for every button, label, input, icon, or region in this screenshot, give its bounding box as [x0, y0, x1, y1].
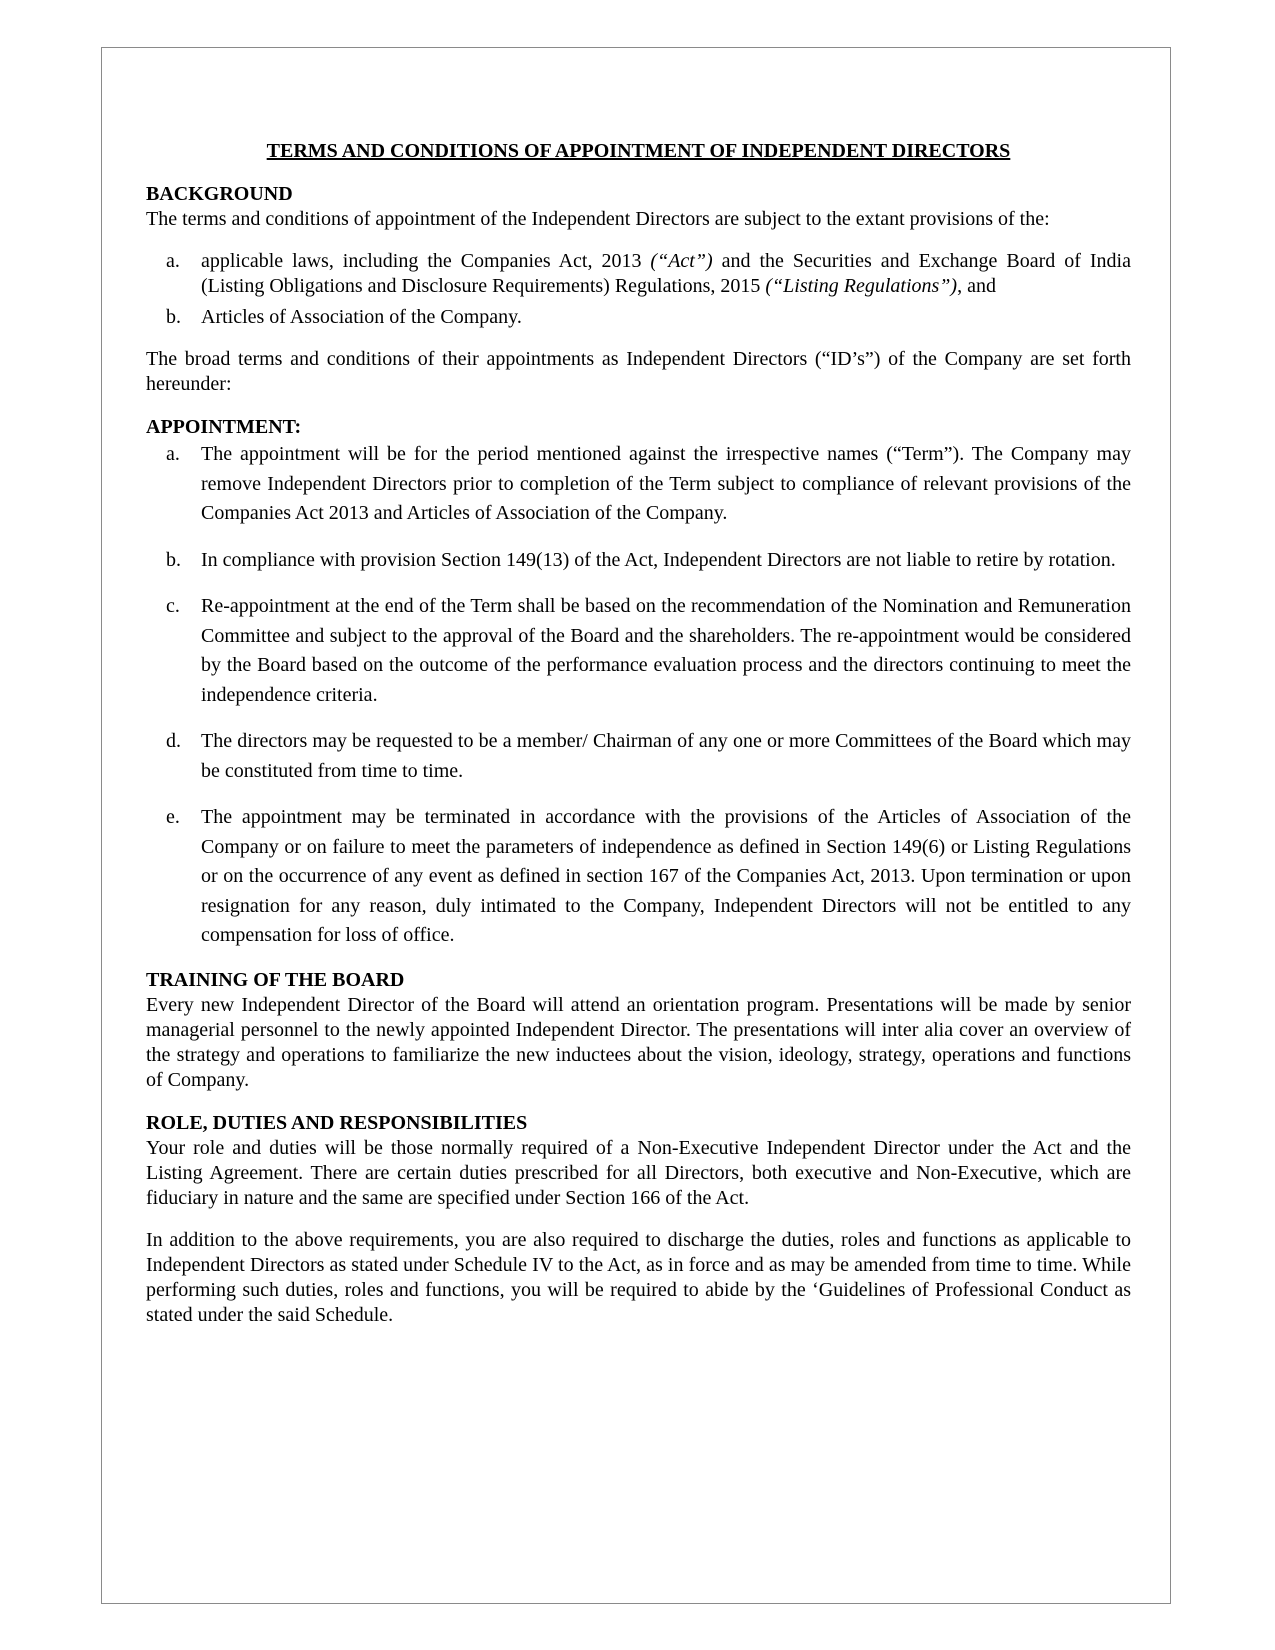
role-paragraph: Your role and duties will be those normally required of a Non-Executive Independent Director under the Act and the Listing Agreement. There are certain duties prescribed for all Directors, both executive and Non-Executive, which are fiduciary in nature and the same are specified under Section 166 of the Act. [146, 1136, 1131, 1209]
training-paragraph: Every new Independent Director of the Board will attend an orientation program. Presentations will be made by senior managerial personnel to the newly appointed Independent Director. The presentations will inter alia cover an overview of the strategy and operations to familiarize the new inductees about the vision, ideology, strategy, operations and functions of Company. [146, 993, 1131, 1091]
list-marker: c. [166, 595, 180, 617]
list-marker: b. [166, 548, 181, 571]
section-heading-training: TRAINING OF THE BOARD [146, 968, 405, 991]
role-paragraph: In addition to the above requirements, you are also required to discharge the duties, roles and functions as applicable to Independent Directors as stated under Schedule IV to the Act, as in force and as may be amended from time to time. While performing such duties, roles and functions, you will be required to abide by the ‘Guidelines of Professional Conduct as stated under the said Schedule. [146, 1228, 1131, 1326]
list-marker: d. [166, 730, 181, 752]
list-item: a. applicable laws, including the Companies Act, 2013 (“Act”) and the Securities and Exchange Board of India (Listing Obligations and Disclosure Requirements) Regulations, 2015 (“Listing Regulations”), and [166, 250, 1131, 297]
list-item: b. In compliance with provision Section 149(13) of the Act, Independent Directors are not liable to retire by rotation. [146, 546, 1131, 576]
list-marker: a. [166, 443, 180, 465]
list-item: b. Articles of Association of the Company. [166, 306, 522, 328]
background-outro: The broad terms and conditions of their appointments as Independent Directors (“ID’s”) of the Company are set forth hereunder: [146, 348, 1131, 395]
document-body [146, 138, 1131, 1328]
document-title: TERMS AND CONDITIONS OF APPOINTMENT OF INDEPENDENT DIRECTORS [266, 140, 1011, 162]
appointment-list [146, 440, 1131, 951]
section-heading-appointment: APPOINTMENT: [146, 416, 302, 438]
section-heading-background: BACKGROUND [146, 183, 293, 205]
list-item: a. The appointment will be for the period mentioned against the irrespective names (“Term”). The Company may remove Independent Directors prior to completion of the Term subject to compliance of relevant provisions of the Companies Act 2013 and Articles of Association of the Company. [146, 440, 1131, 529]
section-heading-role: ROLE, DUTIES AND RESPONSIBILITIES [146, 1111, 528, 1134]
list-item: c. Re-appointment at the end of the Term shall be based on the recommendation of the Nomination and Remuneration Committee and subject to the approval of the Board and the shareholders. The re-appointment would be considered by the Board based on the outcome of the performance evaluation process and the directors continuing to meet the independence criteria. [146, 592, 1131, 710]
background-intro: The terms and conditions of appointment of the Independent Directors are subject to the extant provisions of the: [146, 208, 1050, 230]
list-marker: a. [166, 250, 180, 272]
list-marker: e. [166, 806, 180, 828]
list-item: d. The directors may be requested to be a member/ Chairman of any one or more Committees of the Board which may be constituted from time to time. [146, 727, 1131, 786]
list-marker: b. [166, 306, 181, 328]
background-list [146, 249, 1131, 330]
list-item: e. The appointment may be terminated in accordance with the provisions of the Articles of Association of the Company or on failure to meet the parameters of independence as defined in Section 149(6) or Listing Regulations or on the occurrence of any event as defined in section 167 of the Companies Act, 2013. Upon termination or upon resignation for any reason, duly intimated to the Company, Independent Directors will not be entitled to any compensation for loss of office. [146, 803, 1131, 951]
